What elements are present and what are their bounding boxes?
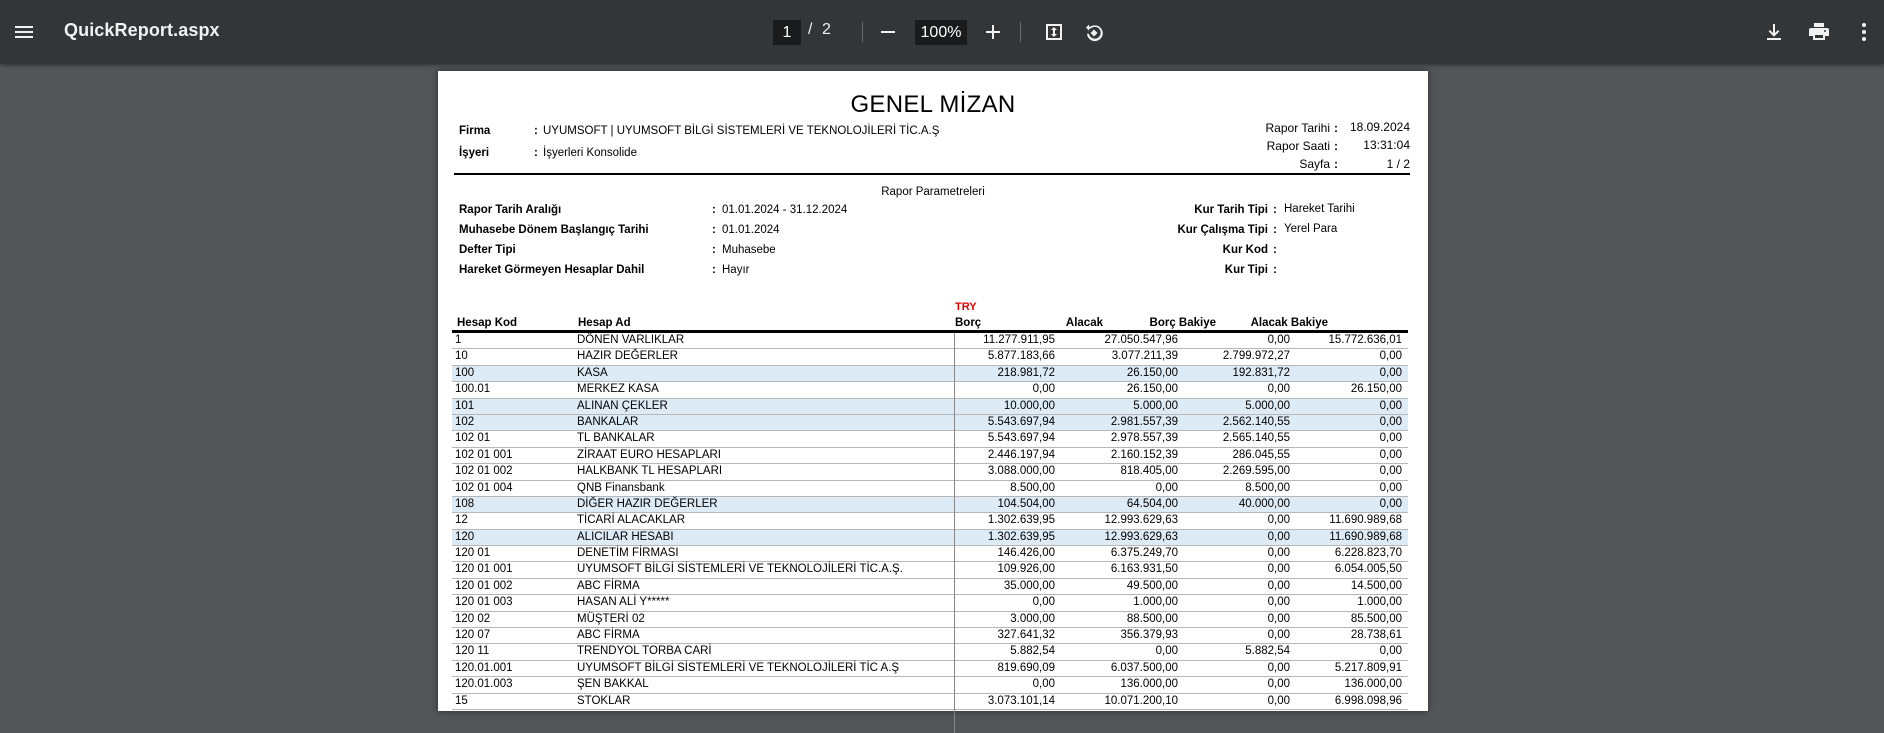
rapor-saati-value: 13:31:04 (1363, 138, 1410, 152)
table-row (452, 399, 1408, 415)
report-title: GENEL MİZAN (850, 91, 1016, 118)
param-value: 01.01.2024 (722, 224, 780, 236)
cell-alacak-bakiye: 0,00 (1379, 350, 1402, 363)
cell-borc-bakiye: 0,00 (1267, 596, 1290, 609)
cell-hesap-kod: 120 (455, 530, 475, 543)
cell-borc: 146.426,00 (997, 547, 1055, 560)
pdf-toolbar (0, 0, 1884, 64)
cell-borc: 10.000,00 (1003, 399, 1055, 412)
cell-hesap-ad: UYUMSOFT BİLGİ SİSTEMLERİ VE TEKNOLOJİLERİ TİC.A.Ş. (577, 563, 903, 576)
cell-hesap-kod: 120 01 (455, 547, 491, 560)
cell-borc: 819.690,09 (997, 661, 1055, 674)
cell-alacak-bakiye: 26.150,00 (1350, 383, 1402, 396)
minus-icon (876, 20, 900, 44)
cell-hesap-ad: ZİRAAT EURO HESAPLARI (577, 448, 721, 461)
cell-hesap-kod: 120 02 (455, 612, 491, 625)
cell-borc-bakiye: 0,00 (1267, 579, 1290, 592)
cell-alacak: 27.050.547,96 (1104, 334, 1178, 346)
cell-alacak: 10.071.200,10 (1104, 694, 1178, 707)
cell-hesap-kod: 108 (455, 497, 475, 510)
more-vert-icon (1852, 20, 1876, 44)
cell-hesap-kod: 120 01 001 (455, 563, 513, 576)
cell-borc: 104.504,00 (997, 497, 1055, 510)
cell-hesap-kod: 100 (455, 366, 475, 379)
cell-alacak-bakiye: 6.998.098,96 (1334, 694, 1402, 707)
cell-hesap-kod: 10 (455, 350, 468, 363)
firma-colon: : (534, 125, 538, 137)
cell-borc-bakiye: 2.562.140,55 (1222, 415, 1290, 428)
table-row (452, 431, 1408, 447)
cell-alacak-bakiye: 0,00 (1379, 399, 1402, 412)
rapor-tarihi-value: 18.09.2024 (1349, 120, 1410, 134)
table-row (452, 497, 1408, 513)
cell-alacak: 6.375.249,70 (1110, 547, 1178, 560)
zoom-input[interactable]: 100% (915, 20, 967, 45)
cell-hesap-ad: MERKEZ KASA (577, 383, 659, 396)
cell-alacak: 136.000,00 (1120, 678, 1178, 691)
param-colon: : (712, 244, 716, 256)
fit-page-icon (1042, 20, 1066, 44)
firma-value: UYUMSOFT | UYUMSOFT BİLGİ SİSTEMLERİ VE TEKNOLOJİLERİ TİC.A.Ş (543, 125, 940, 137)
cell-alacak-bakiye: 0,00 (1379, 465, 1402, 478)
table-row (452, 464, 1408, 480)
param-value: Hareket Tarihi (1284, 203, 1355, 215)
table-row (452, 628, 1408, 644)
param-colon: : (712, 204, 716, 216)
cell-alacak: 2.978.557,39 (1110, 432, 1178, 445)
cell-borc: 3.000,00 (1010, 612, 1055, 625)
cell-hesap-ad: ALINAN ÇEKLER (577, 399, 668, 412)
sayfa-label: Sayfa (1299, 157, 1330, 171)
cell-hesap-kod: 120 07 (455, 629, 491, 642)
cell-borc-bakiye: 0,00 (1267, 530, 1290, 543)
param-value: Muhasebe (722, 244, 776, 256)
isyeri-label: İşyeri (459, 147, 490, 159)
cell-borc: 0,00 (1032, 383, 1055, 396)
page-total: 2 (822, 21, 831, 38)
cell-borc: 1.302.639,95 (987, 530, 1055, 543)
cell-borc: 8.500,00 (1010, 481, 1055, 494)
table-row (452, 595, 1408, 611)
param-label: Defter Tipi (459, 244, 516, 256)
cell-borc: 35.000,00 (1003, 579, 1055, 592)
cell-borc: 5.882,54 (1010, 645, 1055, 658)
param-value: Yerel Para (1284, 223, 1338, 235)
print-icon (1807, 20, 1831, 44)
cell-hesap-ad: BANKALAR (577, 415, 639, 428)
cell-borc: 5.877.183,66 (987, 350, 1055, 363)
cell-hesap-kod: 102 (455, 415, 475, 428)
pdf-page (438, 71, 1428, 711)
cell-alacak-bakiye: 85.500,00 (1350, 612, 1402, 625)
cell-borc-bakiye: 0,00 (1267, 563, 1290, 576)
param-label: Hareket Görmeyen Hesaplar Dahil (459, 264, 645, 276)
zoom-in-button[interactable] (973, 12, 1013, 52)
param-label: Muhasebe Dönem Başlangıç Tarihi (459, 224, 649, 236)
rapor-tarihi-label: Rapor Tarihi (1265, 121, 1330, 135)
cell-borc-bakiye: 192.831,72 (1232, 366, 1290, 379)
table-row (452, 677, 1408, 693)
print-button[interactable] (1799, 12, 1839, 52)
col-alacak: Alacak (1065, 317, 1103, 329)
table-row (452, 513, 1408, 529)
cell-hesap-kod: 100.01 (455, 383, 491, 396)
cell-hesap-ad: DÖNEN VARLIKLAR (577, 334, 685, 346)
zoom-out-button[interactable] (868, 12, 908, 52)
cell-borc-bakiye: 0,00 (1267, 661, 1290, 674)
column-divider (954, 333, 955, 733)
cell-alacak-bakiye: 11.690.989,68 (1329, 514, 1402, 527)
currency-label: TRY (955, 301, 977, 313)
cell-hesap-ad: ALICILAR HESABI (577, 530, 674, 543)
cell-borc: 218.981,72 (997, 366, 1055, 379)
cell-alacak: 26.150,00 (1126, 366, 1178, 379)
cell-alacak: 0,00 (1155, 645, 1178, 658)
cell-hesap-ad: QNB Finansbank (577, 481, 665, 494)
cell-alacak-bakiye: 0,00 (1379, 432, 1402, 445)
col-hesap-kod: Hesap Kod (457, 317, 518, 329)
table-row (452, 382, 1408, 398)
cell-hesap-kod: 102 01 (455, 432, 491, 445)
table-row (452, 366, 1408, 382)
col-borc: Borç (955, 317, 982, 329)
cell-alacak: 88.500,00 (1126, 612, 1178, 625)
cell-alacak: 49.500,00 (1126, 579, 1178, 592)
table-row (452, 694, 1408, 710)
cell-alacak-bakiye: 5.217.809,91 (1334, 661, 1402, 674)
cell-alacak-bakiye: 1.000,00 (1357, 596, 1402, 609)
isyeri-colon: : (534, 147, 538, 159)
cell-alacak-bakiye: 15.772.636,01 (1328, 334, 1402, 346)
fit-to-page-button[interactable] (1034, 12, 1074, 52)
cell-alacak: 6.163.931,50 (1110, 563, 1178, 576)
param-colon: : (1273, 244, 1277, 256)
cell-borc: 109.926,00 (997, 563, 1055, 576)
cell-borc-bakiye: 0,00 (1267, 678, 1290, 691)
cell-hesap-ad: ABC FİRMA (577, 629, 640, 642)
page-number-input[interactable]: 1 (773, 20, 801, 45)
cell-borc-bakiye: 286.045,55 (1232, 448, 1290, 461)
param-label: Rapor Tarih Aralığı (459, 204, 562, 216)
cell-hesap-kod: 1 (455, 334, 462, 346)
cell-alacak: 12.993.629,63 (1104, 530, 1178, 543)
cell-borc-bakiye: 5.882,54 (1245, 645, 1290, 658)
table-row (452, 448, 1408, 464)
cell-borc: 11.277.911,95 (983, 334, 1055, 346)
cell-hesap-ad: TL BANKALAR (577, 432, 655, 445)
col-hesap-ad: Hesap Ad (578, 317, 631, 329)
table-row (452, 349, 1408, 365)
cell-hesap-ad: DİĞER HAZIR DEĞERLER (577, 497, 718, 510)
param-label: Kur Çalışma Tipi (1177, 224, 1268, 236)
param-colon: : (712, 224, 716, 236)
cell-alacak: 64.504,00 (1126, 497, 1178, 510)
table-row (452, 481, 1408, 497)
mizan-table-body (452, 333, 1408, 710)
cell-borc-bakiye: 2.799.972,27 (1222, 350, 1290, 363)
cell-borc-bakiye: 0,00 (1267, 514, 1290, 527)
download-button[interactable] (1754, 12, 1794, 52)
cell-alacak: 5.000,00 (1133, 399, 1178, 412)
cell-borc-bakiye: 5.000,00 (1245, 399, 1290, 412)
cell-borc: 3.088.000,00 (987, 465, 1055, 478)
cell-borc-bakiye: 0,00 (1267, 547, 1290, 560)
cell-borc: 2.446.197,94 (987, 448, 1055, 461)
cell-alacak: 26.150,00 (1126, 383, 1178, 396)
cell-hesap-kod: 120.01.003 (455, 678, 513, 691)
param-value: Hayır (722, 264, 750, 276)
toolbar-divider (1020, 22, 1021, 42)
cell-alacak-bakiye: 0,00 (1379, 366, 1402, 379)
cell-hesap-kod: 120 01 003 (455, 596, 513, 609)
cell-hesap-kod: 120 11 (455, 645, 490, 658)
cell-hesap-kod: 120.01.001 (455, 661, 513, 674)
cell-hesap-ad: TRENDYOL TORBA CARİ (577, 645, 712, 658)
cell-borc-bakiye: 0,00 (1267, 334, 1290, 346)
cell-hesap-ad: HAZIR DEĞERLER (577, 350, 678, 363)
cell-hesap-ad: ABC FİRMA (577, 579, 640, 592)
cell-borc: 0,00 (1032, 596, 1055, 609)
cell-borc: 3.073.101,14 (987, 694, 1055, 707)
cell-borc-bakiye: 0,00 (1267, 629, 1290, 642)
cell-alacak-bakiye: 136.000,00 (1344, 678, 1402, 691)
cell-alacak: 0,00 (1155, 481, 1178, 494)
cell-borc-bakiye: 0,00 (1267, 694, 1290, 707)
cell-hesap-kod: 102 01 002 (455, 465, 513, 478)
sayfa-colon: : (1334, 157, 1338, 171)
menu-button[interactable] (4, 12, 44, 52)
param-label: Kur Tarih Tipi (1194, 204, 1268, 216)
rotate-button[interactable] (1074, 12, 1114, 52)
cell-alacak-bakiye: 14.500,00 (1350, 579, 1402, 592)
cell-alacak: 6.037.500,00 (1110, 661, 1178, 674)
param-label: Kur Tipi (1224, 264, 1268, 276)
cell-borc-bakiye: 8.500,00 (1245, 481, 1290, 494)
download-icon (1762, 20, 1786, 44)
firma-label: Firma (459, 125, 491, 137)
table-row (452, 661, 1408, 677)
cell-hesap-kod: 15 (455, 694, 468, 707)
cell-hesap-ad: MÜŞTERİ 02 (577, 612, 645, 625)
param-colon: : (712, 264, 716, 276)
cell-hesap-ad: UYUMSOFT BİLGİ SİSTEMLERİ VE TEKNOLOJİLERİ TİC A.Ş (577, 661, 900, 674)
cell-hesap-kod: 102 01 004 (455, 481, 513, 494)
param-colon: : (1273, 264, 1277, 276)
cell-alacak-bakiye: 0,00 (1379, 497, 1402, 510)
cell-alacak: 2.160.152,39 (1110, 448, 1178, 461)
rapor-saati-label: Rapor Saati (1266, 139, 1330, 153)
cell-hesap-kod: 101 (455, 399, 475, 412)
params-title: Rapor Parametreleri (881, 186, 985, 198)
page-separator: / (808, 21, 813, 38)
param-colon: : (1273, 204, 1277, 216)
table-row (452, 333, 1408, 349)
cell-alacak-bakiye: 28.738,61 (1350, 629, 1402, 642)
cell-borc-bakiye: 2.269.595,00 (1222, 465, 1290, 478)
rapor-saati-colon: : (1334, 139, 1338, 153)
isyeri-value: İşyerleri Konsolide (543, 147, 637, 159)
cell-borc: 0,00 (1032, 678, 1055, 691)
cell-alacak-bakiye: 6.054.005,50 (1334, 563, 1402, 576)
cell-borc-bakiye: 40.000,00 (1238, 497, 1290, 510)
document-title: QuickReport.aspx (64, 20, 220, 40)
cell-alacak-bakiye: 0,00 (1379, 645, 1402, 658)
cell-borc: 5.543.697,94 (987, 415, 1055, 428)
plus-icon (981, 20, 1005, 44)
param-label: Kur Kod (1222, 244, 1268, 256)
table-row (452, 530, 1408, 546)
cell-hesap-ad: TİCARİ ALACAKLAR (577, 514, 686, 527)
cell-alacak-bakiye: 11.690.989,68 (1329, 530, 1402, 543)
cell-alacak: 818.405,00 (1120, 465, 1178, 478)
cell-borc: 327.641,32 (997, 629, 1055, 642)
cell-borc: 1.302.639,95 (987, 514, 1055, 527)
rapor-tarihi-colon: : (1334, 121, 1338, 135)
cell-alacak-bakiye: 0,00 (1379, 448, 1402, 461)
rotate-icon (1082, 20, 1106, 44)
table-row (452, 415, 1408, 431)
table-row (452, 546, 1408, 562)
cell-hesap-ad: KASA (577, 366, 608, 379)
cell-borc: 5.543.697,94 (987, 432, 1055, 445)
param-colon: : (1273, 224, 1277, 236)
menu-icon (12, 20, 36, 44)
cell-hesap-kod: 120 01 002 (455, 579, 513, 592)
cell-borc-bakiye: 0,00 (1267, 383, 1290, 396)
cell-hesap-ad: DENETİM FİRMASI (577, 547, 679, 560)
cell-alacak: 356.379,93 (1120, 629, 1178, 642)
cell-alacak: 3.077.211,39 (1111, 350, 1178, 363)
table-row (452, 644, 1408, 660)
table-row (452, 562, 1408, 578)
cell-alacak-bakiye: 6.228.823,70 (1334, 547, 1402, 560)
cell-alacak-bakiye: 0,00 (1379, 415, 1402, 428)
toolbar-divider (862, 22, 863, 42)
param-value: 01.01.2024 - 31.12.2024 (722, 204, 848, 216)
cell-alacak: 12.993.629,63 (1104, 514, 1178, 527)
col-alacak-bakiye: Alacak Bakiye (1250, 317, 1328, 329)
table-row (452, 579, 1408, 595)
cell-hesap-ad: ŞEN BAKKAL (577, 678, 649, 691)
cell-alacak: 1.000,00 (1133, 596, 1178, 609)
cell-hesap-ad: STOKLAR (577, 694, 631, 707)
cell-borc-bakiye: 0,00 (1267, 612, 1290, 625)
sayfa-value: 1 / 2 (1386, 157, 1410, 171)
cell-alacak: 2.981.557,39 (1110, 415, 1178, 428)
cell-hesap-ad: HASAN ALİ Y***** (577, 596, 670, 609)
cell-hesap-kod: 12 (455, 514, 468, 527)
cell-hesap-ad: HALKBANK TL HESAPLARI (577, 465, 723, 478)
cell-alacak-bakiye: 0,00 (1379, 481, 1402, 494)
cell-borc-bakiye: 2.565.140,55 (1222, 432, 1290, 445)
more-options-button[interactable] (1844, 12, 1884, 52)
col-borc-bakiye: Borç Bakiye (1149, 317, 1216, 329)
header-divider (454, 173, 1410, 175)
cell-hesap-kod: 102 01 001 (455, 448, 513, 461)
table-row (452, 612, 1408, 628)
